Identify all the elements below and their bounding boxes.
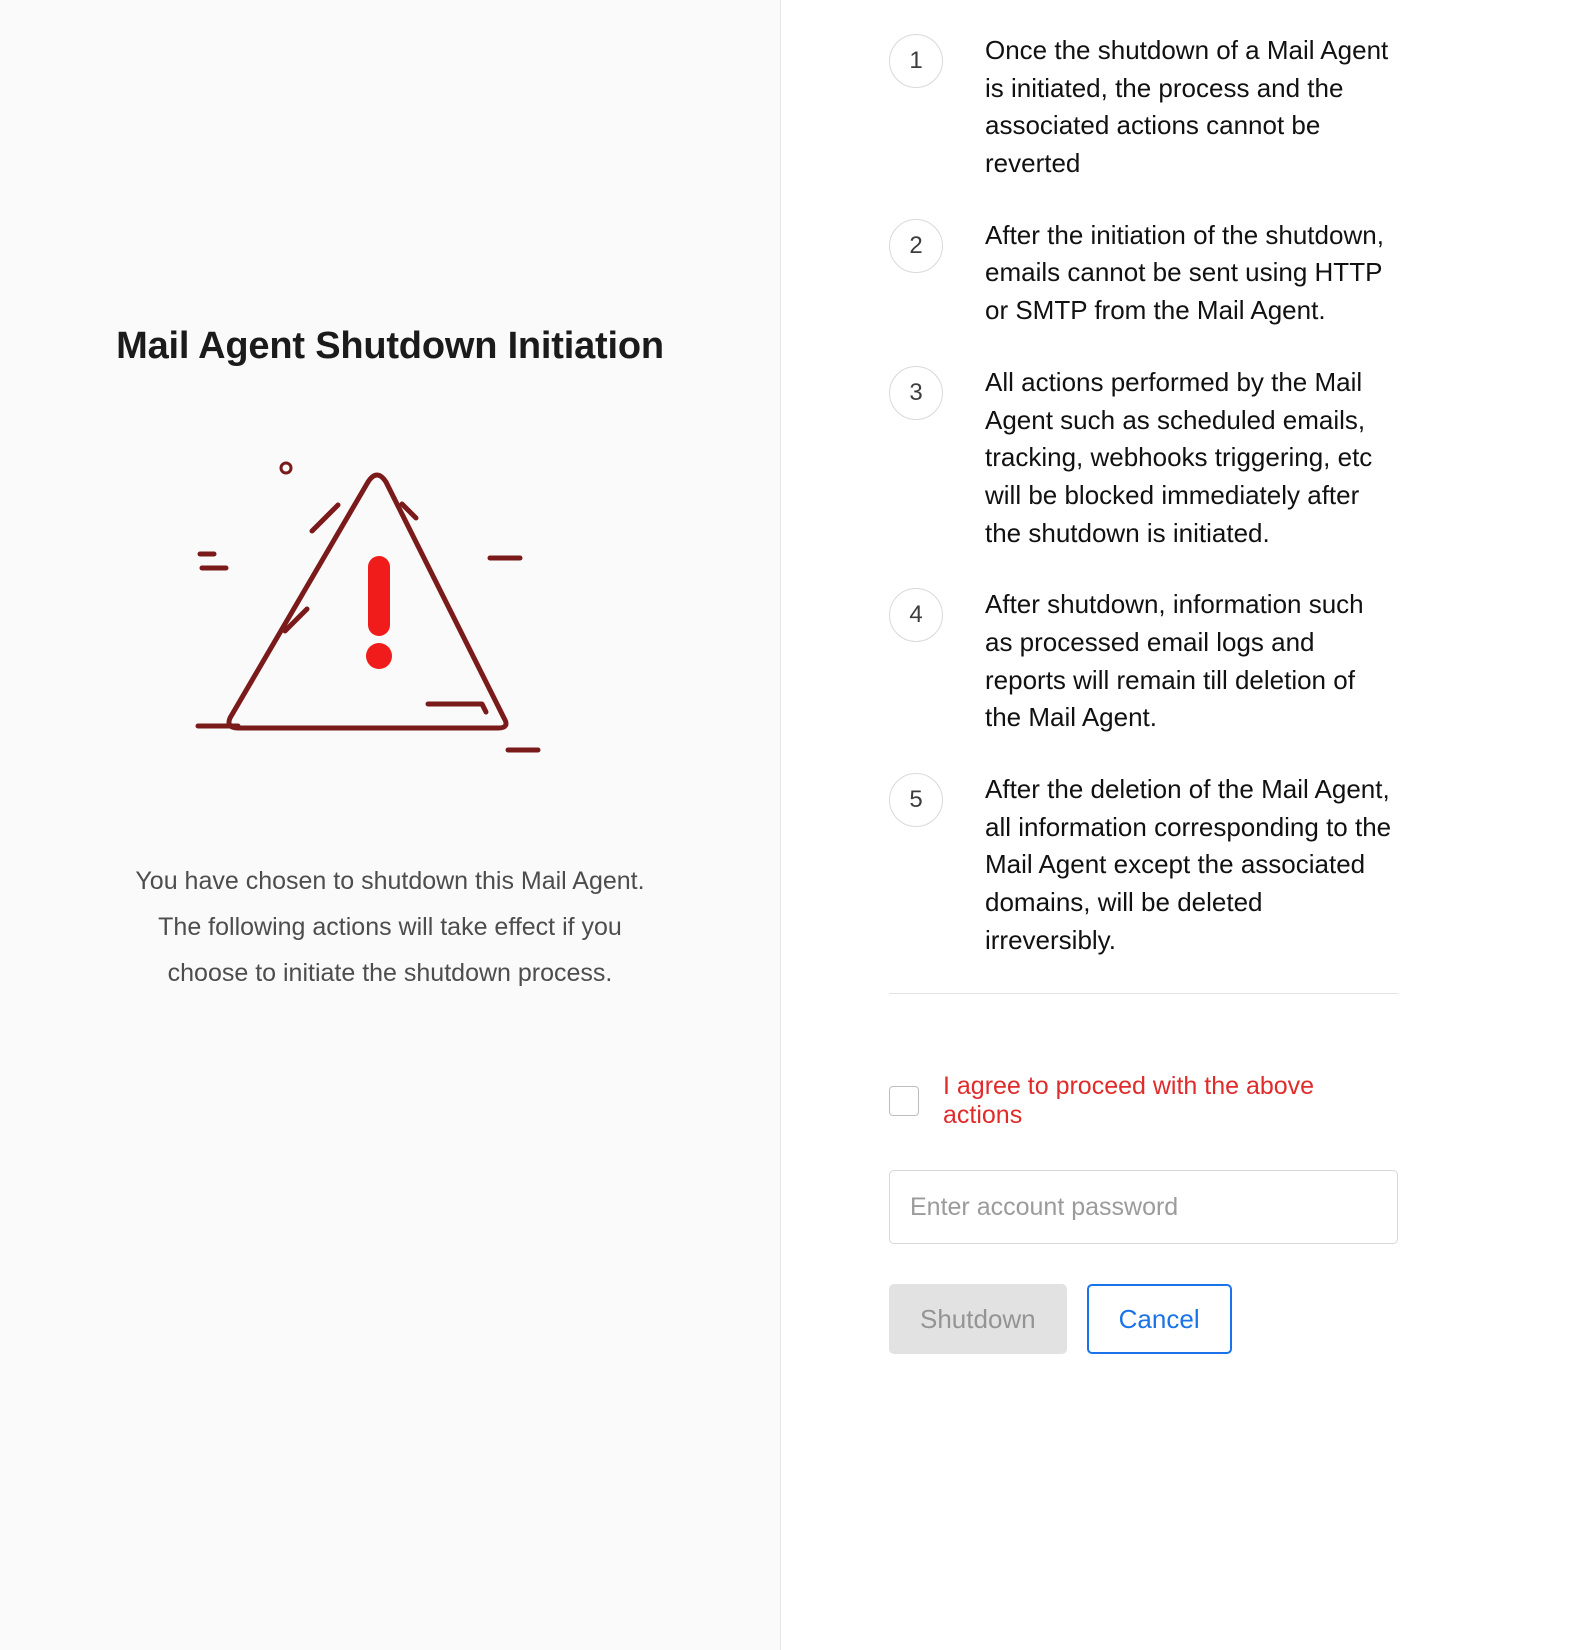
step-number: 2 — [889, 219, 943, 273]
cancel-button[interactable]: Cancel — [1087, 1284, 1232, 1354]
dialog-right-panel — [781, 0, 1570, 1650]
step-text: After the deletion of the Mail Agent, all information corresponding to the Mail Agent except the associated domains, will be deleted irreversibly. — [985, 774, 1392, 955]
divider — [889, 993, 1398, 994]
step-number: 4 — [889, 588, 943, 642]
agree-checkbox[interactable] — [889, 1086, 919, 1116]
step-text: After shutdown, information such as processed email logs and reports will remain till deletion of the Mail Agent. — [985, 589, 1364, 733]
list-item — [889, 771, 1398, 959]
page-title: Mail Agent Shutdown Initiation — [116, 325, 664, 367]
step-number: 5 — [889, 773, 943, 827]
step-text: After the initiation of the shutdown, emails cannot be sent using HTTP or SMTP from the Mail Agent. — [985, 219, 1384, 326]
list-item — [889, 364, 1398, 552]
shutdown-button[interactable]: Shutdown — [889, 1284, 1067, 1354]
step-text: All actions performed by the Mail Agent such as scheduled emails, tracking, webhooks triggering, etc will be blocked immediately after the shutdown is initiated. — [985, 366, 1373, 548]
step-number: 1 — [889, 34, 943, 88]
warning-triangle-icon — [190, 446, 590, 766]
agree-label: I agree to proceed with the above actions — [943, 1072, 1315, 1130]
password-input[interactable] — [889, 1170, 1398, 1244]
step-number: 3 — [889, 366, 943, 420]
dialog-actions — [889, 1284, 1398, 1354]
list-item — [889, 217, 1398, 330]
step-text: Once the shutdown of a Mail Agent is initiated, the process and the associated actions cannot be reverted — [985, 35, 1389, 179]
consequences-list — [889, 32, 1398, 959]
list-item — [889, 586, 1398, 737]
dialog-description: You have chosen to shutdown this Mail Agent. The following actions will take effect if you choose to initiate the shutdown process. — [135, 866, 645, 988]
dialog-left-panel — [0, 0, 781, 1650]
list-item — [889, 32, 1398, 183]
agree-row[interactable] — [889, 1072, 1398, 1130]
